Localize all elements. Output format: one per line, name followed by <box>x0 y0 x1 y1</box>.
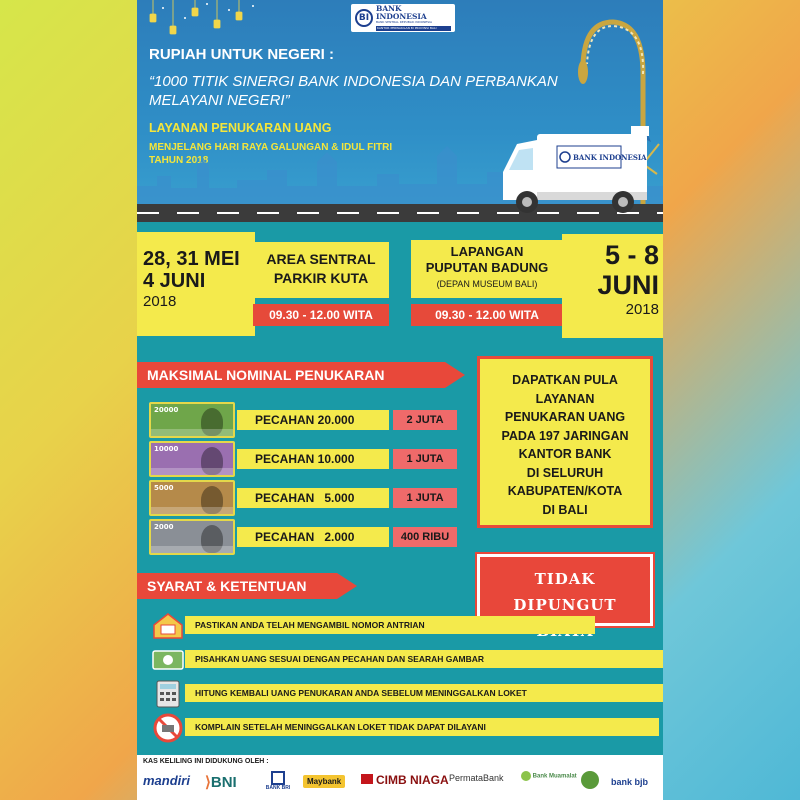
occasion-line-2: TAHUN 2018 <box>149 155 209 166</box>
info-line: DI BALI <box>542 502 588 517</box>
sponsor-strip <box>137 755 663 800</box>
schedule-date-1-line-2: 4 JUNI <box>143 270 206 292</box>
info-box <box>477 356 653 528</box>
venue-1-line-2: PARKIR KUTA <box>273 270 369 286</box>
banknote-value: 10000 <box>154 445 179 453</box>
money-stack-icon <box>151 645 185 675</box>
van-label: BANK INDONESIA <box>573 153 647 162</box>
sponsor-logo-permata: PermataBank <box>449 773 504 783</box>
info-line: PADA 197 JARINGAN <box>501 428 629 443</box>
schedule-date-2 <box>562 234 663 338</box>
queue-ticket-icon <box>151 611 185 641</box>
max-amount: 1 JUTA <box>393 488 457 508</box>
info-line: KANTOR BANK <box>518 447 612 461</box>
sponsor-logo-bni: ⟩BNI <box>205 774 237 791</box>
term-text: PISAHKAN UANG SESUAI DENGAN PECAHAN DAN SEARAH GAMBAR <box>185 650 663 668</box>
venue-1-line-1: AREA SENTRAL <box>266 251 376 267</box>
sponsor-logo-bri-text: BANK BRI <box>265 785 291 791</box>
info-line: LAYANAN <box>535 391 595 406</box>
venue-2-line-2: PUPUTAN BADUNG <box>425 260 549 275</box>
term-text: HITUNG KEMBALI UANG PENUKARAN ANDA SEBELUM MENINGGALKAN LOKET <box>185 684 663 702</box>
denomination-label: PECAHAN 5.000 <box>237 488 389 508</box>
venue-2-note: (DEPAN MUSEUM BALI) <box>436 279 538 289</box>
header-banner <box>137 0 663 222</box>
schedule-venue-1 <box>253 242 389 298</box>
sponsor-logo-muamalat <box>521 771 577 781</box>
banknote-image <box>149 441 235 477</box>
calculator-icon <box>151 679 185 709</box>
term-item <box>145 711 663 745</box>
nominal-row <box>137 441 467 477</box>
terms-section-title: SYARAT & KETENTUAN <box>137 573 337 599</box>
banknote-value: 2000 <box>154 523 174 531</box>
banknote-image <box>149 480 235 516</box>
max-amount: 400 RIBU <box>393 527 457 547</box>
schedule-date-1 <box>137 232 255 336</box>
schedule-date-2-line-2: JUNI <box>597 270 659 300</box>
schedule-date-1-year: 2018 <box>143 293 177 310</box>
sponsor-logo-maybank: Maybank <box>303 775 345 788</box>
no-entry-icon <box>151 713 185 743</box>
sponsor-logos <box>141 771 661 797</box>
schedule-date-2-year: 2018 <box>625 301 659 318</box>
term-item <box>145 609 663 643</box>
info-line: DAPATKAN PULA <box>512 373 618 387</box>
bank-indonesia-logo <box>351 4 455 32</box>
nominal-section-title: MAKSIMAL NOMINAL PENUKARAN <box>137 362 445 388</box>
term-text: PASTIKAN ANDA TELAH MENGAMBIL NOMOR ANTRIAN <box>185 616 595 634</box>
nominal-row <box>137 480 467 516</box>
schedule-time-1: 09.30 - 12.00 WITA <box>253 304 389 326</box>
mobile-cash-van <box>497 112 657 214</box>
denomination-label: PECAHAN 10.000 <box>237 449 389 469</box>
sponsor-logo-bjb: bank bjb <box>611 777 649 787</box>
bi-logo-office: KANTOR PERWAKILAN BI PROVINSI BALI <box>376 26 451 31</box>
service-title: LAYANAN PENUKARAN UANG <box>149 121 332 135</box>
bi-logo-subtitle: BANK SENTRAL REPUBLIK INDONESIA <box>376 20 433 24</box>
banknote-value: 5000 <box>154 484 174 492</box>
denomination-label: PECAHAN 20.000 <box>237 410 389 430</box>
term-item <box>145 643 663 677</box>
max-amount: 1 JUTA <box>393 449 457 469</box>
campaign-quote: “1000 TITIK SINERGI BANK INDONESIA DAN PERBANKAN MELAYANI NEGERI” <box>149 73 558 109</box>
sponsor-logo-bni-text: BNI <box>210 774 237 791</box>
schedule-date-1-line-1: 28, 31 MEI <box>143 248 240 270</box>
max-amount: 2 JUTA <box>393 410 457 430</box>
schedule-venue-2 <box>411 240 563 298</box>
info-line: DI SELURUH <box>526 465 604 480</box>
term-item <box>145 677 663 711</box>
schedule-date-2-line-1: 5 - 8 <box>604 240 659 270</box>
occasion-line-1: MENJELANG HARI RAYA GALUNGAN & IDUL FITRI <box>149 142 393 153</box>
free-badge-line-1: TIDAK DIPUNGUT <box>513 570 617 614</box>
sponsor-logo-bpd-icon <box>581 771 599 789</box>
schedule-time-2: 09.30 - 12.00 WITA <box>411 304 563 326</box>
sponsor-logo-cimb-text: CIMB NIAGA <box>376 773 449 787</box>
venue-2-line-1: LAPANGAN <box>450 244 524 259</box>
schedule-section <box>137 222 663 342</box>
sponsor-logo-cimb <box>361 773 449 787</box>
info-line: KABUPATEN/KOTA <box>507 484 623 498</box>
poster <box>137 0 663 800</box>
nominal-row <box>137 519 467 555</box>
bi-emblem-icon: BI <box>355 9 373 27</box>
sponsor-logo-muamalat-text: Bank Muamalat <box>532 773 577 780</box>
denomination-label: PECAHAN 2.000 <box>237 527 389 547</box>
sponsor-logo-bri <box>265 771 291 791</box>
banknote-value: 20000 <box>154 406 179 414</box>
bi-logo-name: BANK INDONESIA <box>376 4 427 21</box>
banknote-image <box>149 402 235 438</box>
term-text: KOMPLAIN SETELAH MENINGGALKAN LOKET TIDAK DAPAT DILAYANI <box>185 718 659 736</box>
campaign-title: RUPIAH UNTUK NEGERI : <box>149 46 335 63</box>
nominal-row <box>137 402 467 438</box>
info-line: PENUKARAN UANG <box>504 410 626 424</box>
sponsor-label: KAS KELILING INI DIDUKUNG OLEH : <box>143 758 269 765</box>
banknote-image <box>149 519 235 555</box>
sponsor-logo-mandiri: mandiri <box>143 773 190 788</box>
